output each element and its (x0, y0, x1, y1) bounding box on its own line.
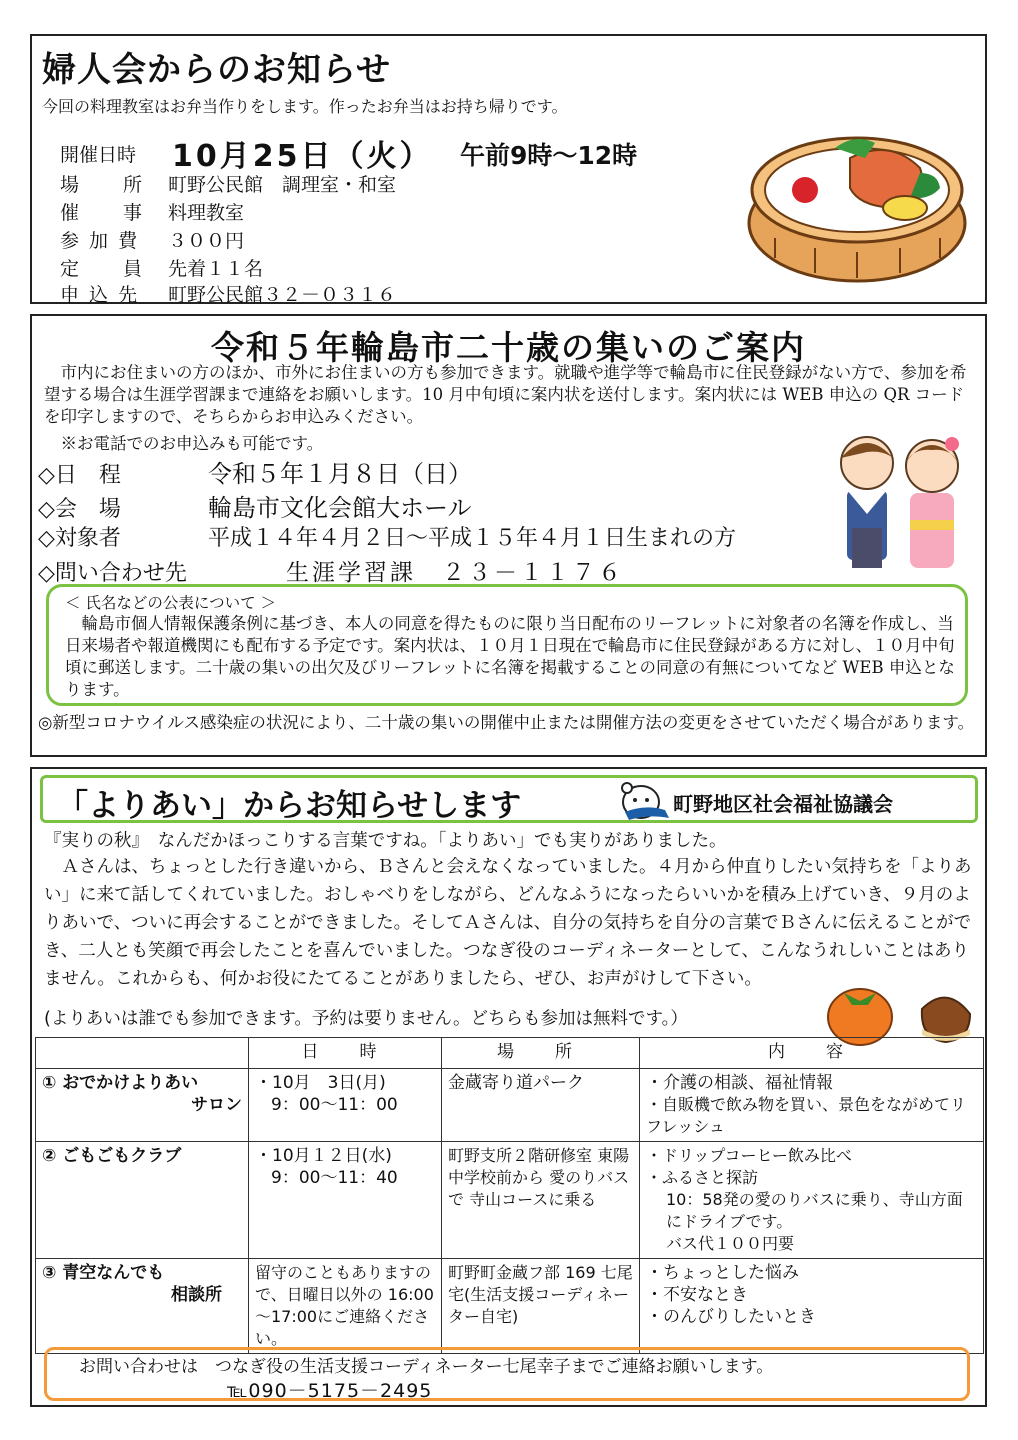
detail-value: 令和５年１月８日（日） (208, 460, 472, 488)
event-name: ① おでかけよりあい (42, 1073, 199, 1093)
info-label: 催 事 (60, 202, 145, 224)
covid-note: ◎新型コロナウイルス感染症の状況により、二十歳の集いの開催中止または開催方法の変更をさせていただく場合があります。 (38, 713, 975, 732)
table-header-cell: 日 時 (249, 1038, 442, 1069)
info-row (60, 170, 396, 197)
event-date: 10月25日（火） (172, 139, 433, 174)
fujinkai-intro: 今回の料理教室はお弁当作りをします。作ったお弁当はお持ち帰りです。 (42, 97, 568, 116)
yoriai-header (40, 775, 978, 823)
info-value: ３００円 (168, 230, 245, 252)
info-row (60, 226, 244, 253)
event-date: ・10月 3日(月) (255, 1073, 386, 1093)
detail-key: ◇対象者 (38, 526, 121, 551)
yoriai-story: Ａさんは、ちょっとした行き違いから、Ｂさんと会えなくなっていました。４月から仲直りしたい気持ちを「よりあい」に来て話してくれていました。おしゃべりをしながら、どんなふうになったらいいかを積み上げていき、９月のよりあいで、ついに再会することができました。そしてＡさんは、自分の気持ちを自分の言葉でＢさんに伝えることができ、二人とも笑顔で再会したことを喜んでいました。つなぎ役のコーディネーターとして、こんなうれしいことはありません。これからも、何かお役にたてることがありましたら、ぜひ、お声がけして下さい。 (44, 857, 972, 989)
detail-value: 輪島市文化会館大ホール (208, 494, 472, 522)
detail-value: 平成１４年４月２日～平成１５年４月１日生まれの方 (208, 526, 737, 551)
content-item: ・ふるさと探訪 (646, 1168, 759, 1187)
event-datetime-cell (249, 1142, 442, 1259)
event-name-sub: サロン (191, 1095, 242, 1115)
contact-line: お問い合わせは つなぎ役の生活支援コーディネーター七尾幸子までご連絡お願いします。 (79, 1357, 774, 1377)
content-item: ・介護の相談、福祉情報 (646, 1073, 833, 1093)
event-name-cell (36, 1142, 249, 1259)
contact-phone: ℡090－5175－2495 (227, 1380, 433, 1402)
event-datetime-cell (249, 1069, 442, 1142)
hatachi-title: 令和５年輪島市二十歳の集いのご案内 (211, 328, 806, 367)
event-time: 9：00～11：00 (271, 1095, 398, 1115)
event-date: ・10月１２日(水) (255, 1146, 392, 1166)
detail-value: 生涯学習課 ２３－１１７６ (286, 560, 624, 586)
fujinkai-title: 婦人会からのお知らせ (42, 50, 391, 90)
table-header-cell: 場 所 (442, 1038, 640, 1069)
event-name-cell (36, 1069, 249, 1142)
yoriai-title: 「よりあい」からお知らせします (57, 788, 522, 824)
detail-row (38, 488, 472, 523)
yoriai-free-note: (よりあいは誰でも参加できます。予約は要りません。どちらも参加は無料です。） (44, 1009, 688, 1029)
event-place: 町野支所２階研修室 東陽中学校前から 愛のりバスで 寺山コースに乗る (442, 1142, 640, 1259)
bento-box-illustration (745, 128, 975, 288)
event-name-sub: 相談所 (171, 1285, 222, 1305)
date-label: 開催日時 (60, 144, 137, 166)
detail-key: ◇問い合わせ先 (38, 561, 187, 586)
phone-note: ※お電話でのお申込みも可能です。 (44, 434, 324, 453)
event-content-cell (640, 1142, 984, 1259)
detail-key: ◇会 場 (38, 497, 121, 522)
event-place: 町野町金蔵フ部 169 七尾宅(生活支援コーディネーター自宅) (442, 1259, 640, 1354)
info-value: 町野公民館３２－０３１６ (168, 284, 397, 306)
hatachi-paragraph: 市内にお住まいの方のほか、市外にお住まいの方も参加できます。就職や進学等で輪島市に住民登録がない方で、参加を希望する場合は生涯学習課まで連絡をお願いします。10 月中旬頃に案内状を送付します。案内状には WEB 申込の QR コードを印字しますので、そちらからお申込みください。 (44, 363, 967, 426)
event-datetime-cell (249, 1259, 442, 1354)
event-date: 留守のこともありますので、日曜日以外の 16:00～17:00にご連絡ください。 (255, 1263, 434, 1348)
event-content-cell (640, 1069, 984, 1142)
privacy-notice (46, 584, 968, 706)
table-row (36, 1142, 984, 1259)
content-item: ・ちょっとした悩み (646, 1263, 799, 1283)
info-label: 申 込 先 (60, 284, 140, 306)
event-name: ② ごもごもクラブ (42, 1146, 182, 1166)
table-header-blank (36, 1038, 249, 1069)
schedule-table (35, 1037, 984, 1354)
notice-body: 輪島市個人情報保護条例に基づき、本人の同意を得たものに限り当日配布のリーフレットに対象者の名簿を作成し、当日来場者や報道機関にも配布する予定です。案内状は、１０月１日現在で輪島市に住民登録がある方に対し、１０月中旬頃に郵送します。二十歳の集いの出欠及びリーフレットに名簿を掲載することの同意の有無についてなど WEB 申込となります。 (65, 614, 955, 699)
info-row (60, 254, 263, 281)
content-item: 10：58発の愛のりバスに乗り、寺山方面にドライブです。 (666, 1190, 963, 1231)
yoriai-section (30, 767, 987, 1407)
content-item: バス代１００円要 (666, 1234, 795, 1253)
table-row (36, 1259, 984, 1354)
event-name: ③ 青空なんでも (42, 1263, 165, 1283)
event-place: 金蔵寄り道パーク (442, 1069, 640, 1142)
mascot-icon (615, 778, 671, 822)
yoriai-intro: 『実りの秋』 なんだかほっこりする言葉ですね。「よりあい」でも実りがありました。 (44, 831, 727, 851)
content-item: ・自販機で飲み物を買い、景色をながめてリフレッシュ (646, 1095, 967, 1136)
hatachi-section (30, 314, 987, 757)
info-label: 場 所 (60, 174, 145, 196)
info-row (60, 198, 244, 225)
content-item: ・ドリップコーヒー飲み比べ (646, 1146, 852, 1165)
detail-row (38, 554, 624, 587)
table-row (36, 1069, 984, 1142)
table-header-cell: 内 容 (640, 1038, 984, 1069)
couple-in-kimono-illustration (832, 428, 972, 578)
content-item: ・不安なとき (646, 1285, 748, 1305)
info-value: 町野公民館 調理室・和室 (168, 174, 397, 196)
event-name-cell (36, 1259, 249, 1354)
info-label: 定 員 (60, 258, 145, 280)
detail-row (38, 454, 472, 489)
detail-key: ◇日 程 (38, 463, 121, 488)
detail-row (38, 521, 736, 552)
content-item: ・のんびりしたいとき (646, 1307, 816, 1327)
table-header-row (36, 1038, 984, 1069)
info-row (60, 280, 396, 307)
contact-box (44, 1347, 970, 1401)
event-time: 9：00～11：40 (271, 1168, 398, 1188)
info-value: 先着１１名 (168, 258, 264, 280)
info-value: 料理教室 (168, 202, 245, 224)
notice-title: ＜ 氏名などの公表について ＞ (65, 594, 277, 612)
event-time: 午前9時～12時 (460, 141, 638, 170)
event-content-cell (640, 1259, 984, 1354)
yoriai-org: 町野地区社会福祉協議会 (673, 792, 893, 816)
info-label: 参 加 費 (60, 230, 140, 252)
